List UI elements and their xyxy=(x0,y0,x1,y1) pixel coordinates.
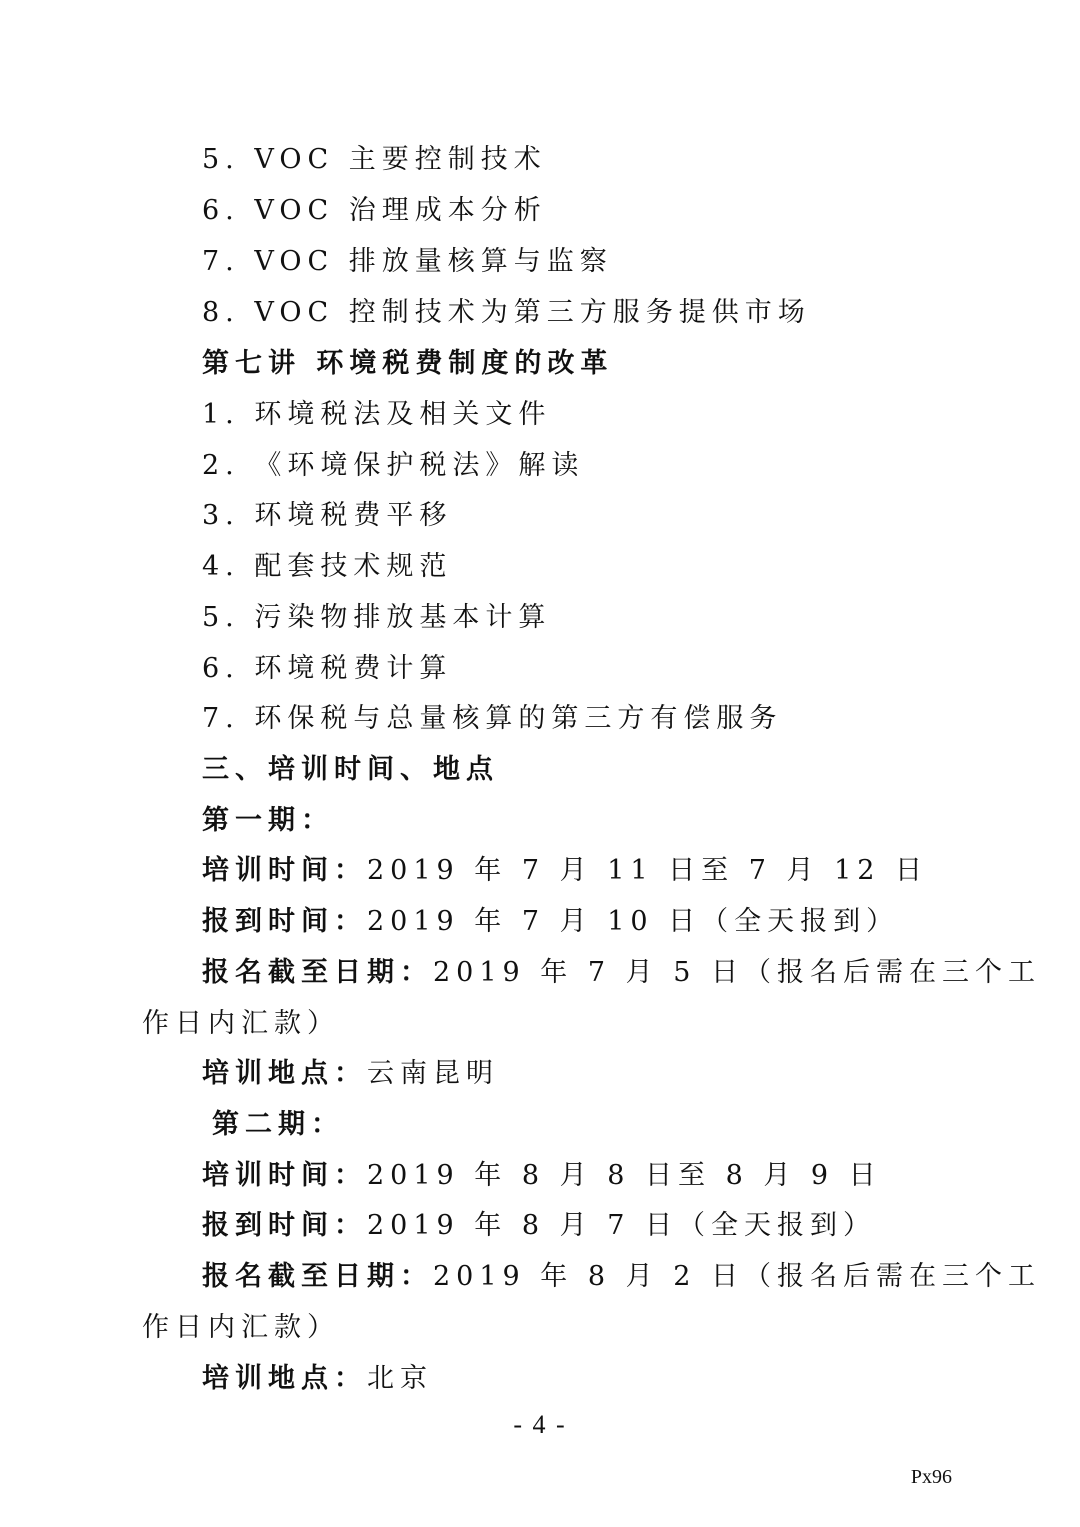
deadline-label: 报名截至日期： xyxy=(202,957,433,988)
phase-title: 第二期： xyxy=(212,1109,344,1140)
location-label: 培训地点： xyxy=(202,1058,367,1089)
location-row xyxy=(202,1361,433,1397)
deadline-row xyxy=(202,955,1041,991)
checkin-time-value: 2019 年 7 月 10 日（全天报到） xyxy=(367,906,900,937)
list-item: 8. VOC 控制技术为第三方服务提供市场 xyxy=(202,297,811,328)
list-item: 7. 环保税与总量核算的第三方有偿服务 xyxy=(202,703,783,734)
phase-title: 第一期： xyxy=(202,805,334,836)
lecture-title: 第七讲 环境税费制度的改革 xyxy=(202,348,614,379)
checkin-time-row xyxy=(202,1208,876,1244)
location-label: 培训地点： xyxy=(202,1363,367,1394)
checkin-time-row xyxy=(202,904,899,940)
location-row xyxy=(202,1056,499,1092)
list-item: 5. VOC 主要控制技术 xyxy=(202,144,547,175)
training-time-label: 培训时间： xyxy=(202,855,367,886)
checkin-time-label: 报到时间： xyxy=(202,1210,367,1241)
list-item: 5. 污染物排放基本计算 xyxy=(202,602,552,633)
training-time-value: 2019 年 8 月 8 日至 8 月 9 日 xyxy=(367,1160,882,1191)
deadline-continuation: 作日内汇款） xyxy=(142,1312,340,1343)
list-item: 3. 环境税费平移 xyxy=(202,500,453,531)
section-heading: 三、培训时间、地点 xyxy=(202,754,499,785)
page-number: - 4 - xyxy=(513,1410,567,1439)
deadline-value: 2019 年 8 月 2 日（报名后需在三个工 xyxy=(433,1261,1041,1292)
list-item: 6. VOC 治理成本分析 xyxy=(202,195,547,226)
location-value: 云南昆明 xyxy=(367,1058,499,1089)
list-item: 4. 配套技术规范 xyxy=(202,551,453,582)
list-item: 2. 《环境保护税法》解读 xyxy=(202,450,585,481)
deadline-continuation: 作日内汇款） xyxy=(142,1008,340,1039)
checkin-time-value: 2019 年 8 月 7 日（全天报到） xyxy=(367,1210,876,1241)
list-item: 7. VOC 排放量核算与监察 xyxy=(202,246,613,277)
training-time-value: 2019 年 7 月 11 日至 7 月 12 日 xyxy=(367,855,929,886)
list-item: 6. 环境税费计算 xyxy=(202,653,453,684)
checkin-time-label: 报到时间： xyxy=(202,906,367,937)
list-item: 1. 环境税法及相关文件 xyxy=(202,399,552,430)
training-time-row xyxy=(202,853,928,889)
document-code: Px96 xyxy=(910,1466,952,1488)
location-value: 北京 xyxy=(367,1363,433,1394)
training-time-label: 培训时间： xyxy=(202,1160,367,1191)
deadline-label: 报名截至日期： xyxy=(202,1261,433,1292)
deadline-row xyxy=(202,1259,1041,1295)
training-time-row xyxy=(202,1158,882,1194)
deadline-value: 2019 年 7 月 5 日（报名后需在三个工 xyxy=(433,957,1041,988)
